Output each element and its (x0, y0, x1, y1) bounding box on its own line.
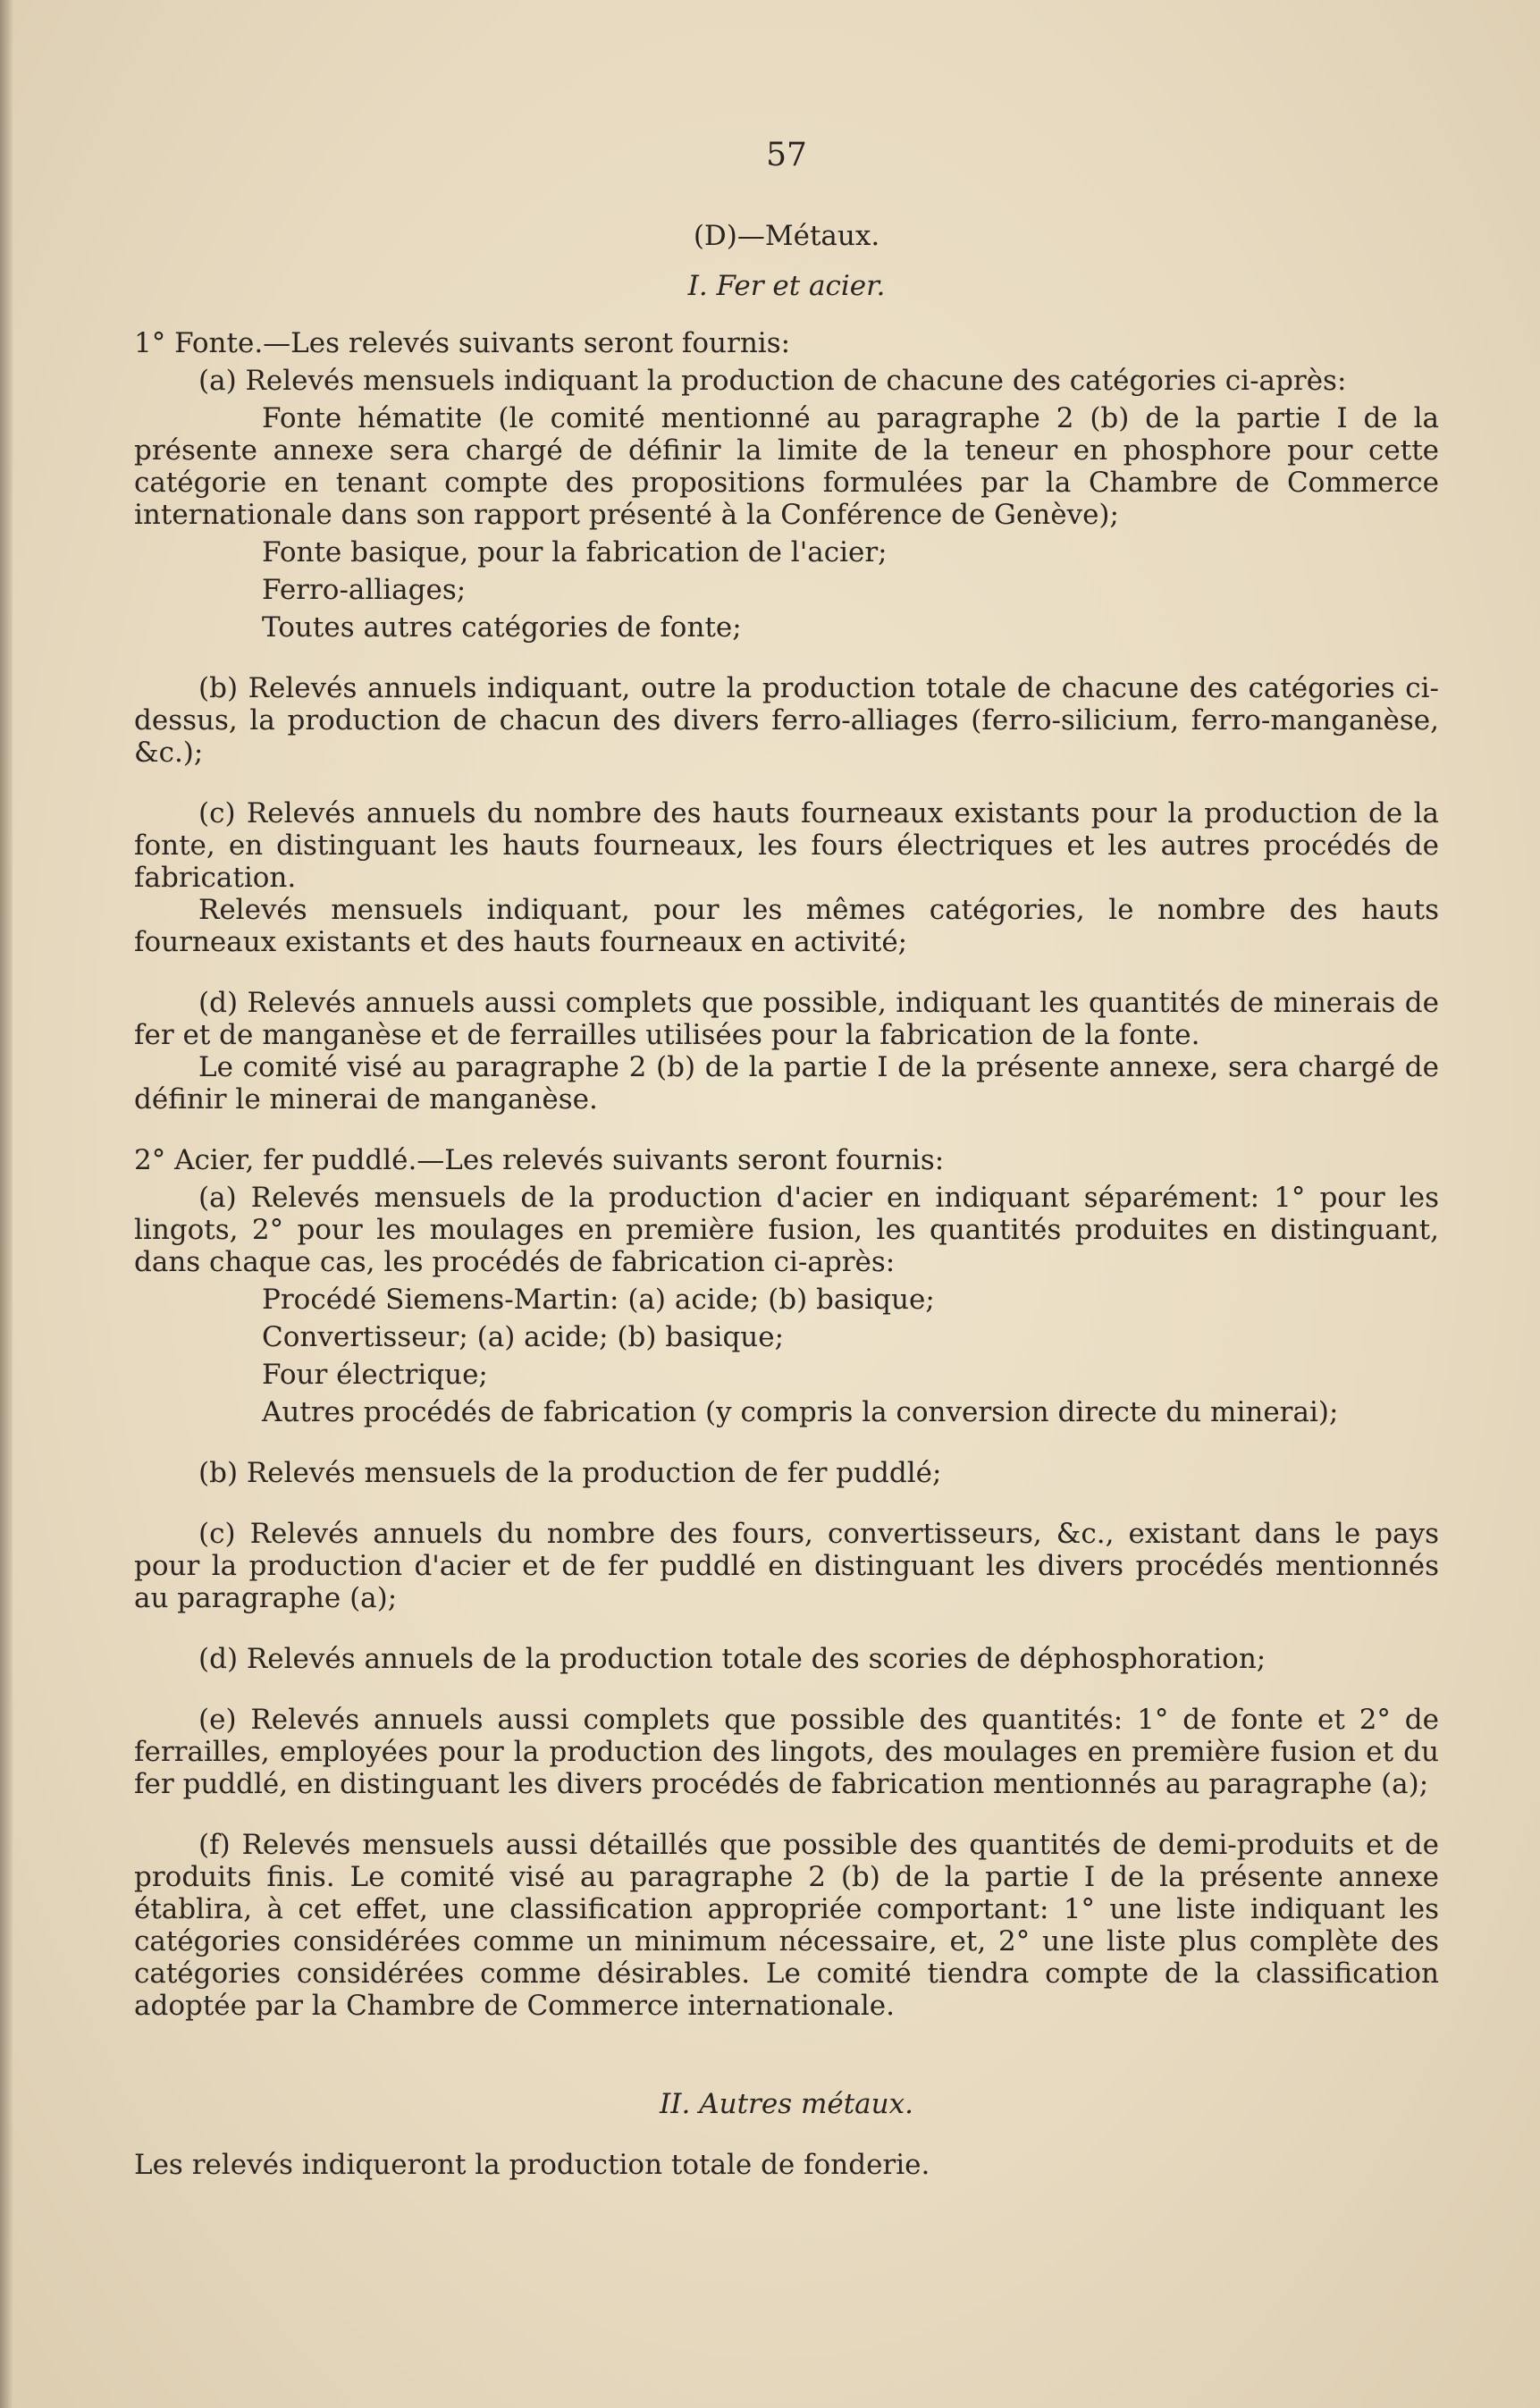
fonte-a-item-ferro-alliages: Ferro-alliages; (262, 574, 467, 606)
fonte-c-second: Relevés mensuels indiquant, pour les mêmes catégories, le nombre des hauts fourneaux existants et des hauts fourneaux en activité; (134, 894, 1439, 958)
acier-b: (b) Relevés mensuels de la production de fer puddlé; (198, 1457, 942, 1489)
fonte-a-item-autres: Toutes autres catégories de fonte; (262, 611, 742, 644)
acier-heading: 2° Acier, fer puddlé.—Les relevés suivants seront fournis: (134, 1144, 945, 1176)
fonte-c: (c) Relevés annuels du nombre des hauts fourneaux existants pour la production de la fonte, en distinguant les hauts fourneaux, les fours électriques et les autres procédés de fabrication. (134, 797, 1439, 894)
subsection-title-autres-metaux: II. Autres métaux. (660, 2088, 913, 2120)
section-title: (D)—Métaux. (693, 220, 880, 252)
acier-c: (c) Relevés annuels du nombre des fours, convertisseurs, &c., existant dans le pays pour la production d'acier et de fer puddlé en distinguant les divers procédés mentionnés au paragraphe (a); (134, 1518, 1439, 1614)
fonte-a-item-basique: Fonte basique, pour la fabrication de l'acier; (262, 536, 888, 568)
acier-a-item-autres: Autres procédés de fabrication (y compris la conversion directe du minerai); (262, 1396, 1339, 1428)
subsection-title-fer-acier: I. Fer et acier. (687, 270, 886, 302)
fonte-d: (d) Relevés annuels aussi complets que possible, indiquant les quantités de minerais de fer et de manganèse et de ferrailles utilisées pour la fabrication de la fonte. (134, 987, 1439, 1051)
autres-metaux-text: Les relevés indiqueront la production totale de fonderie. (134, 2149, 930, 2181)
fonte-d-second: Le comité visé au paragraphe 2 (b) de la partie I de la présente annexe, sera chargé de définir le minerai de manganèse. (134, 1051, 1439, 1116)
fonte-b: (b) Relevés annuels indiquant, outre la production totale de chacune des catégories ci-dessus, la production de chacun des divers ferro-alliages (ferro-silicium, ferro-manganèse, &c.); (134, 672, 1439, 769)
acier-a-item-convertisseur: Convertisseur; (a) acide; (b) basique; (262, 1321, 785, 1353)
document-body (134, 125, 1439, 2181)
fonte-heading: 1° Fonte.—Les relevés suivants seront fournis: (134, 327, 791, 359)
acier-e: (e) Relevés annuels aussi complets que possible des quantités: 1° de fonte et 2° de ferrailles, employées pour la production des lingots, des moulages en première fusion et du fer puddlé, en distinguant les divers procédés de fabrication mentionnés au paragraphe (a); (134, 1704, 1439, 1800)
acier-a-item-four-electrique: Four électrique; (262, 1359, 488, 1391)
page-number: 57 (766, 137, 807, 173)
fonte-a-intro: (a) Relevés mensuels indiquant la production de chacune des catégories ci-après: (198, 365, 1347, 397)
acier-a-intro: (a) Relevés mensuels de la production d'acier en indiquant séparément: 1° pour les lingots, 2° pour les moulages en première fusion, les quantités produites en distinguant, dans chaque cas, les procédés de fabrication ci-après: (134, 1182, 1439, 1278)
acier-d: (d) Relevés annuels de la production totale des scories de déphosphoration; (198, 1643, 1267, 1675)
acier-a-item-siemens-martin: Procédé Siemens-Martin: (a) acide; (b) basique; (262, 1284, 935, 1316)
fonte-a-item-hematite: Fonte hématite (le comité mentionné au paragraphe 2 (b) de la partie I de la présente annexe sera chargé de définir la limite de la teneur en phosphore pour cette catégorie en tenant compte des propositions formulées par la Chambre de Commerce internationale dans son rapport présenté à la Conférence de Genève); (134, 402, 1439, 531)
page-edge-shadow (0, 0, 13, 2408)
acier-f: (f) Relevés mensuels aussi détaillés que possible des quantités de demi-produits et de produits finis. Le comité visé au paragraphe 2 (b) de la partie I de la présente annexe établira, à cet effet, une classification appropriée comportant: 1° une liste indiquant les catégories considérées comme un minimum nécessaire, et, 2° une liste plus complète des catégories considérées comme désirables. Le comité tiendra compte de la classification adoptée par la Chambre de Commerce internationale. (134, 1829, 1439, 2022)
